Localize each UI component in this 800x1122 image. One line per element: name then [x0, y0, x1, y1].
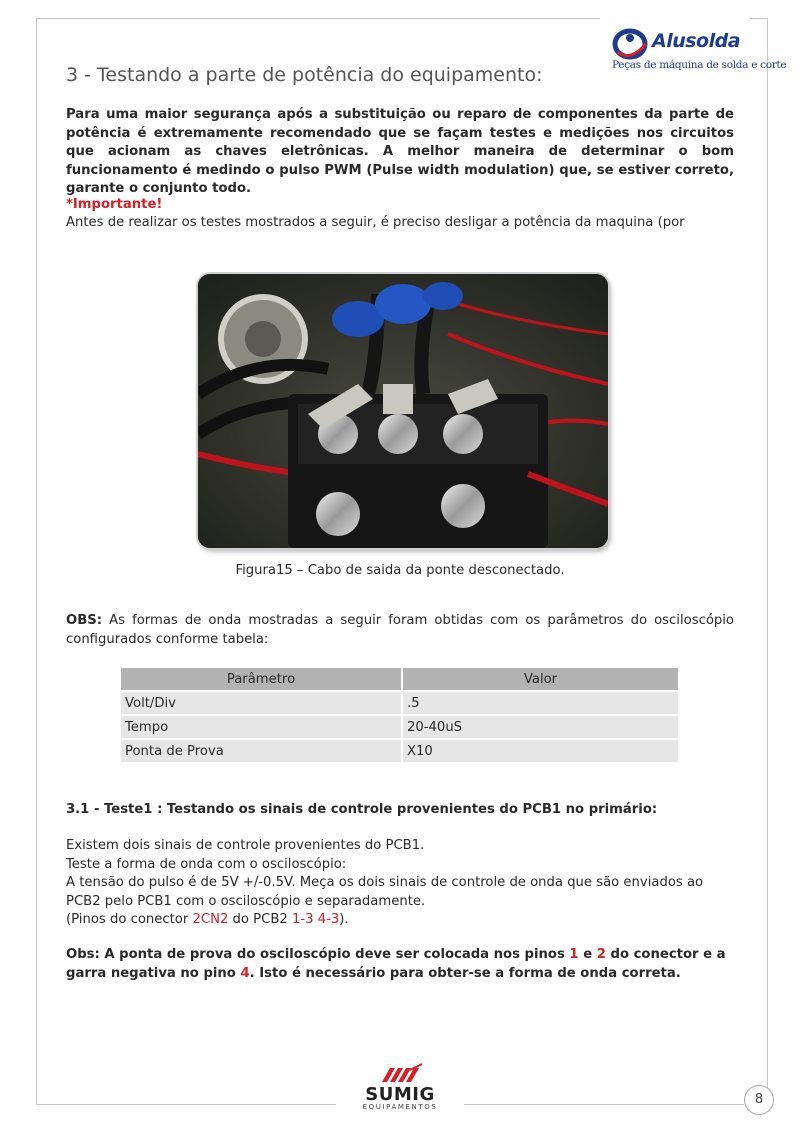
page-frame-bottom-left [36, 1104, 336, 1105]
pin-2: 2 [596, 947, 606, 962]
alusolda-logo [608, 24, 787, 76]
oscilloscope-params-table [119, 666, 680, 764]
table-cell-value: X10 [403, 740, 678, 762]
table-row [121, 716, 678, 738]
important-label: *Importante! [66, 197, 163, 212]
obs-text: As formas de onda mostradas a seguir foram obtidas com os parâmetros do osciloscópio configurados conforme tabela: [66, 613, 734, 647]
test1-pins-line: (Pinos do conector 2CN2 do PCB2 1-3 4-3). [66, 912, 349, 928]
connector-label: 2CN2 [192, 912, 229, 928]
table-header-row [121, 668, 678, 690]
figure-photo [198, 274, 608, 548]
important-text: Antes de realizar os testes mostrados a seguir, é preciso desligar a potência da maquina (por [66, 215, 685, 230]
brand-tagline: Peças de máquina de solda e corte [612, 59, 787, 71]
table-cell-param: Ponta de Prova [121, 740, 401, 762]
table-cell-param: Volt/Div [121, 692, 401, 714]
brand-name: Alusolda [652, 30, 741, 52]
pin-4: 4 [240, 965, 250, 981]
pin-values: 1-3 4-3 [291, 912, 340, 928]
page-frame-left [36, 18, 37, 1104]
table-cell-value: .5 [403, 692, 678, 714]
test1-line3: A tensão do pulso é de 5V +/-0.5V. Meça os dois sinais de controle de onda que são enviados ao PCB2 pelo PCB1 com o osciloscópio e separadamente. [66, 875, 704, 909]
test1-body [66, 837, 734, 930]
table-cell-param: Tempo [121, 716, 401, 738]
page-frame-right [767, 18, 768, 1104]
sumig-logo [352, 1062, 452, 1116]
footer-brand: SUMIG [365, 1084, 435, 1105]
obs-label: OBS: [66, 613, 103, 628]
page-frame-bottom-right [464, 1104, 744, 1105]
section-title: 3 - Testando a parte de potência do equipamento: [66, 64, 543, 86]
table-header-value: Valor [403, 668, 678, 690]
table-row [121, 740, 678, 762]
pin-1: 1 [569, 947, 579, 962]
footer-sub: EQUIPAMENTOS [362, 1103, 438, 1111]
figure-caption: Figura15 – Cabo de saida da ponte desconectado. [235, 563, 565, 578]
test1-line1: Existem dois sinais de controle provenientes do PCB1. [66, 838, 425, 853]
intro-paragraph: Para uma maior segurança após a substituição ou reparo de componentes da parte de potência é extremamente recomendado que se façam testes e medições nos circuitos que acionam as chaves eletrônicas. A melhor maneira de determinar o bom funcionamento é medindo o pulso PWM (Pulse width modulation) que, se estiver correto, garante o conjunto todo. [66, 107, 734, 197]
sumig-stripes-icon [352, 1062, 448, 1084]
page-number: 8 [744, 1085, 774, 1115]
table-cell-value: 20-40uS [403, 716, 678, 738]
obs2-paragraph: Obs: A ponta de prova do osciloscópio deve ser colocada nos pinos 1 e 2 do conector e a garra negativa no pino 4. Isto é necessário para obter-se a forma de onda correta. [66, 947, 726, 981]
test1-title: 3.1 - Teste1 : Testando os sinais de controle provenientes do PCB1 no primário: [66, 802, 658, 817]
frame-gap [600, 16, 750, 20]
table-row [121, 692, 678, 714]
obs-paragraph [66, 612, 734, 649]
table-header-param: Parâmetro [121, 668, 401, 690]
power-terminal-photo-illustration [198, 274, 608, 548]
alusolda-swoosh-icon [612, 26, 652, 60]
test1-line2: Teste a forma de onda com o osciloscópio: [66, 856, 347, 872]
